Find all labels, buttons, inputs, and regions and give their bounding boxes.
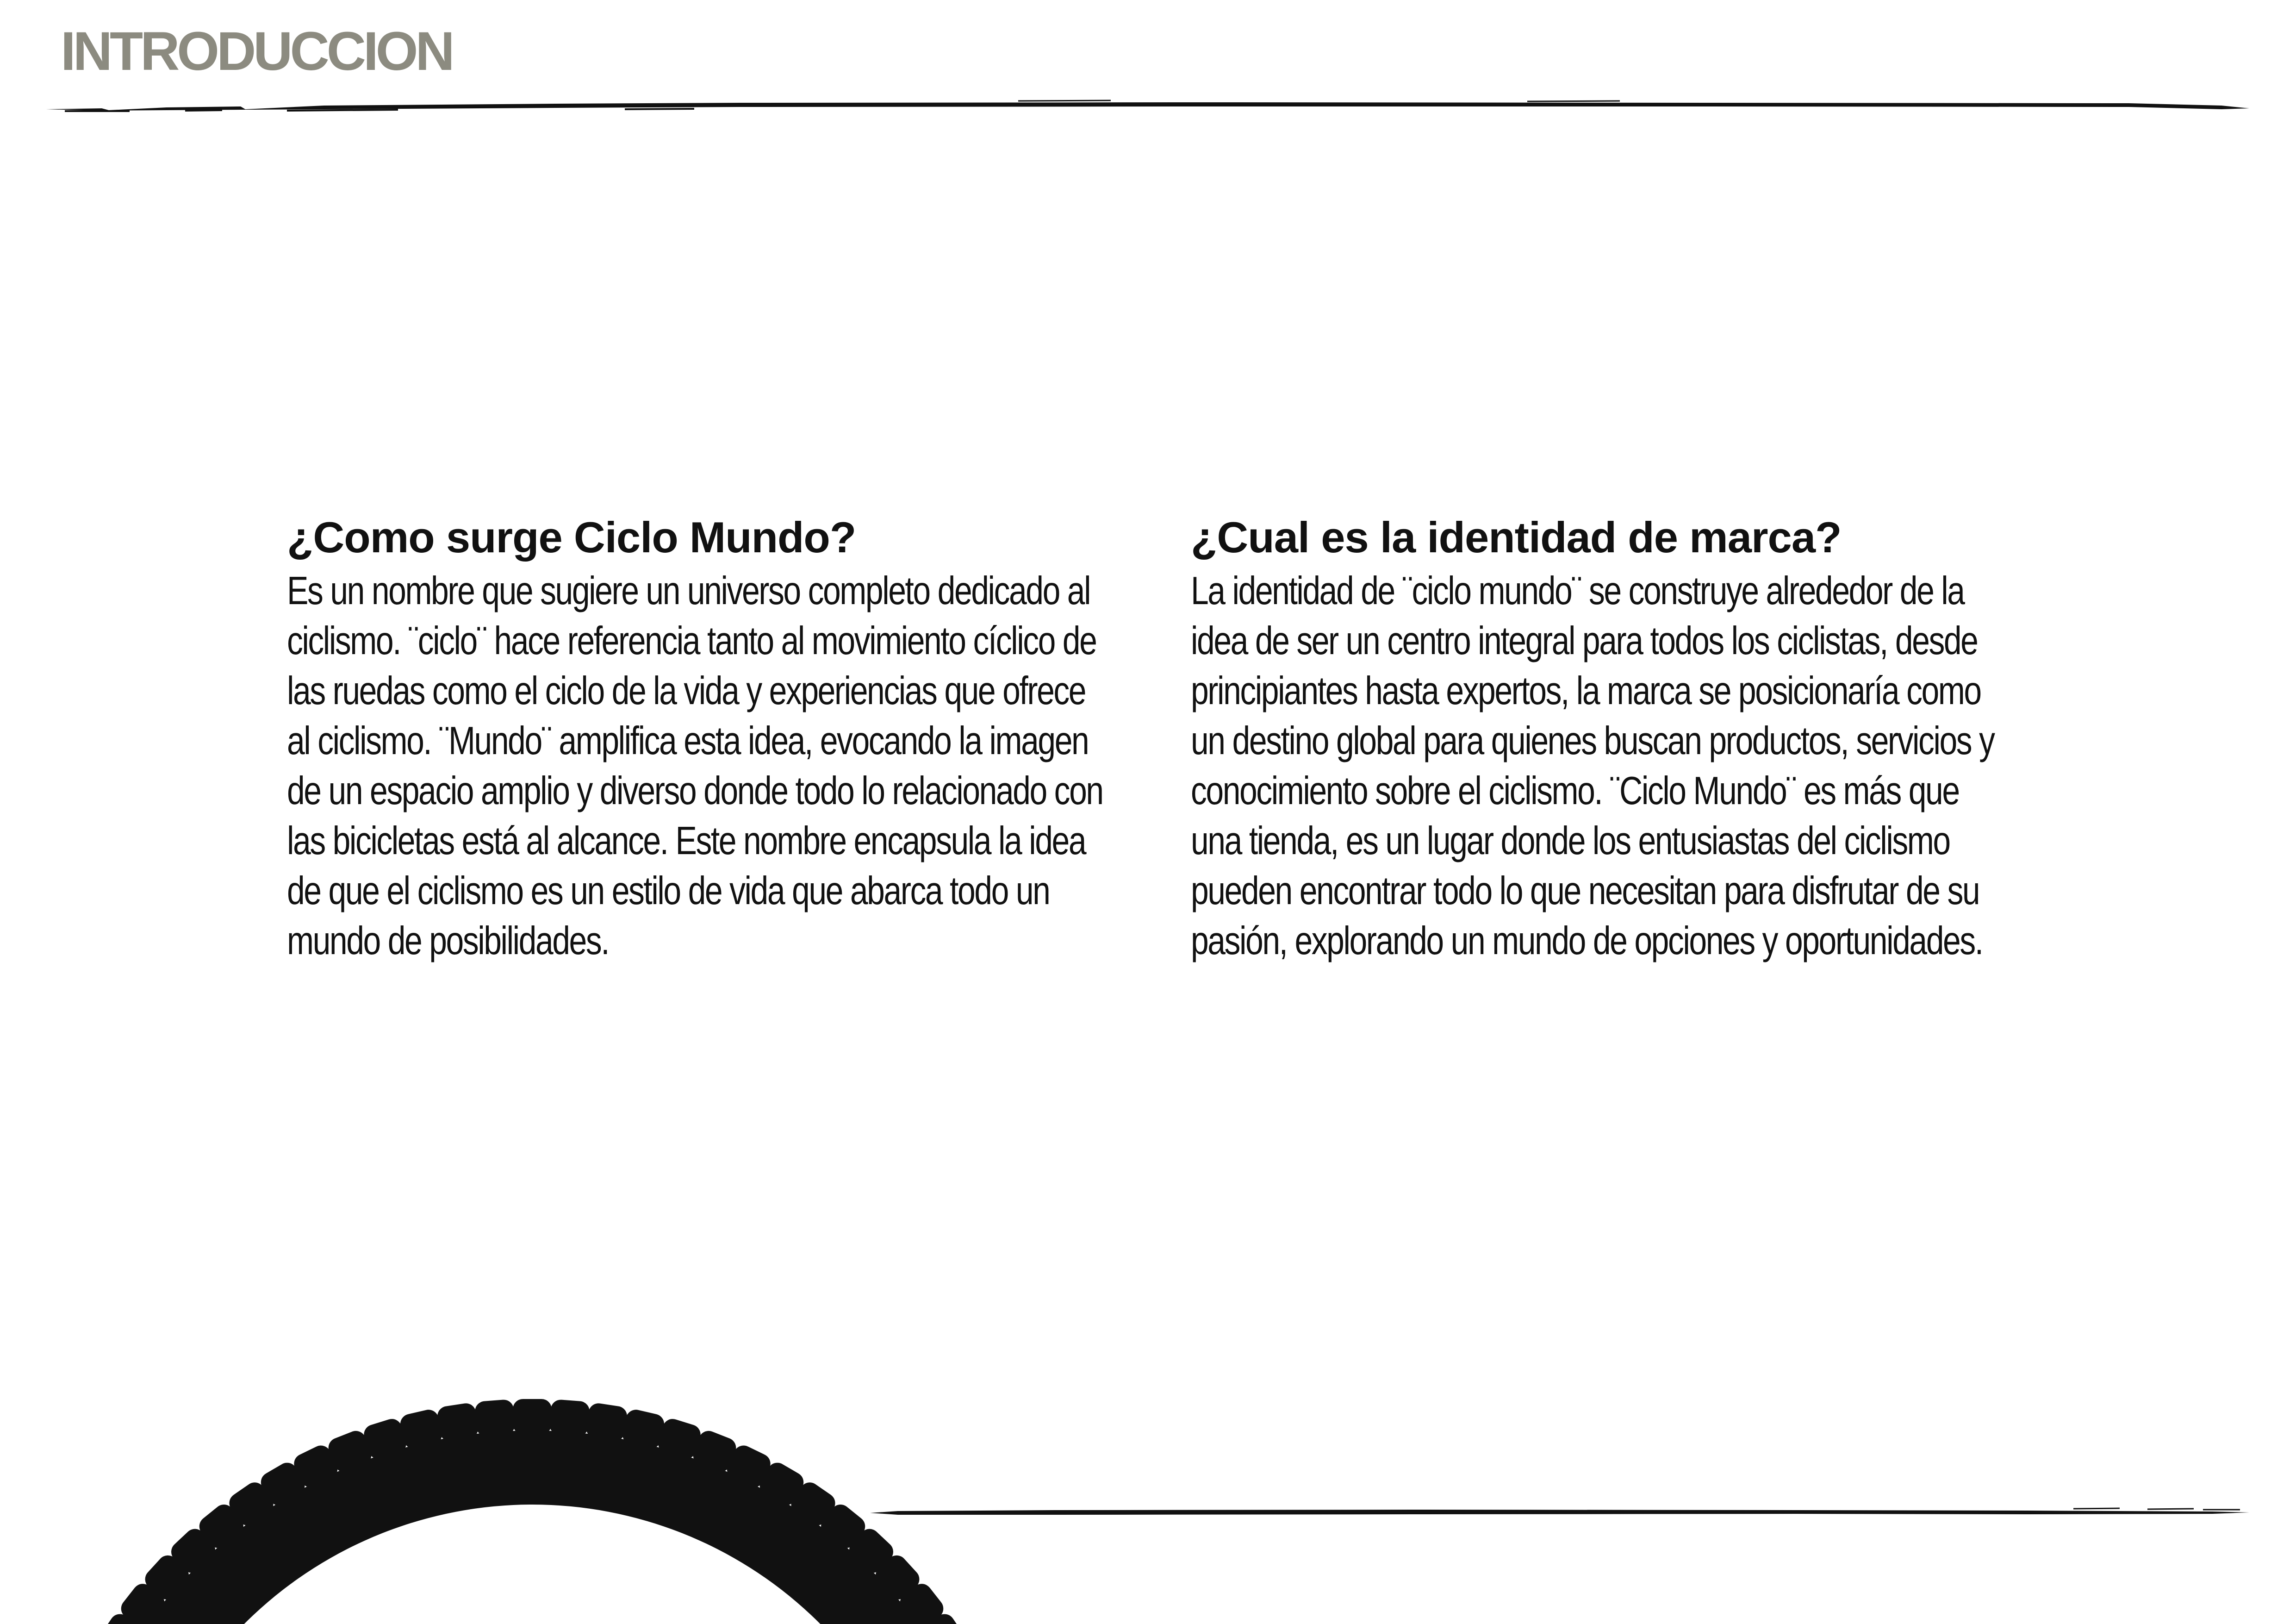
tire-ring (52, 1430, 1013, 1624)
bottom-brush-divider (870, 1504, 2249, 1522)
page-title: INTRODUCCION (61, 21, 452, 82)
tire-knob (585, 1402, 628, 1443)
tire-knob (474, 1399, 516, 1437)
section-brand-identity (1191, 513, 2015, 966)
section-heading: ¿Como surge Ciclo Mundo? (287, 513, 856, 562)
tire-knob (436, 1402, 479, 1443)
top-brush-divider (46, 98, 2249, 117)
tire-knob (549, 1399, 590, 1437)
section-body: La identidad de ¨ciclo mundo¨ se construye alrededor de la idea de ser un centro integral para todos los ciclistas, desde principiantes hasta expertos, la marca se posicionaría como un destino global para quienes buscan productos, servicios y conocimiento sobre el ciclismo. ¨Ciclo Mundo¨ es más que una tienda, es un lugar donde los entusiastas del ciclismo pueden encontrar todo lo que necesitan para disfrutar de su pasión, explorando un mundo de opciones y oportunidades. (1191, 569, 1994, 963)
section-body: Es un nombre que sugiere un universo completo dedicado al ciclismo. ¨ciclo¨ hace referencia tanto al movimiento cíclico de las ruedas como el ciclo de la vida y experiencias que ofrece al ciclismo. ¨Mundo¨ amplifica esta idea, evocando la imagen de un espacio amplio y diverso donde todo lo relacionado con las bicicletas está al alcance. Este nombre encapsula la idea de que el ciclismo es un estilo de vida que abarca todo un mundo de posibilidades. (287, 569, 1103, 963)
section-origin (287, 513, 1111, 966)
section-heading: ¿Cual es la identidad de marca? (1191, 513, 1842, 562)
tire-knob (513, 1399, 552, 1434)
bicycle-tire-graphic (0, 1380, 1018, 1624)
